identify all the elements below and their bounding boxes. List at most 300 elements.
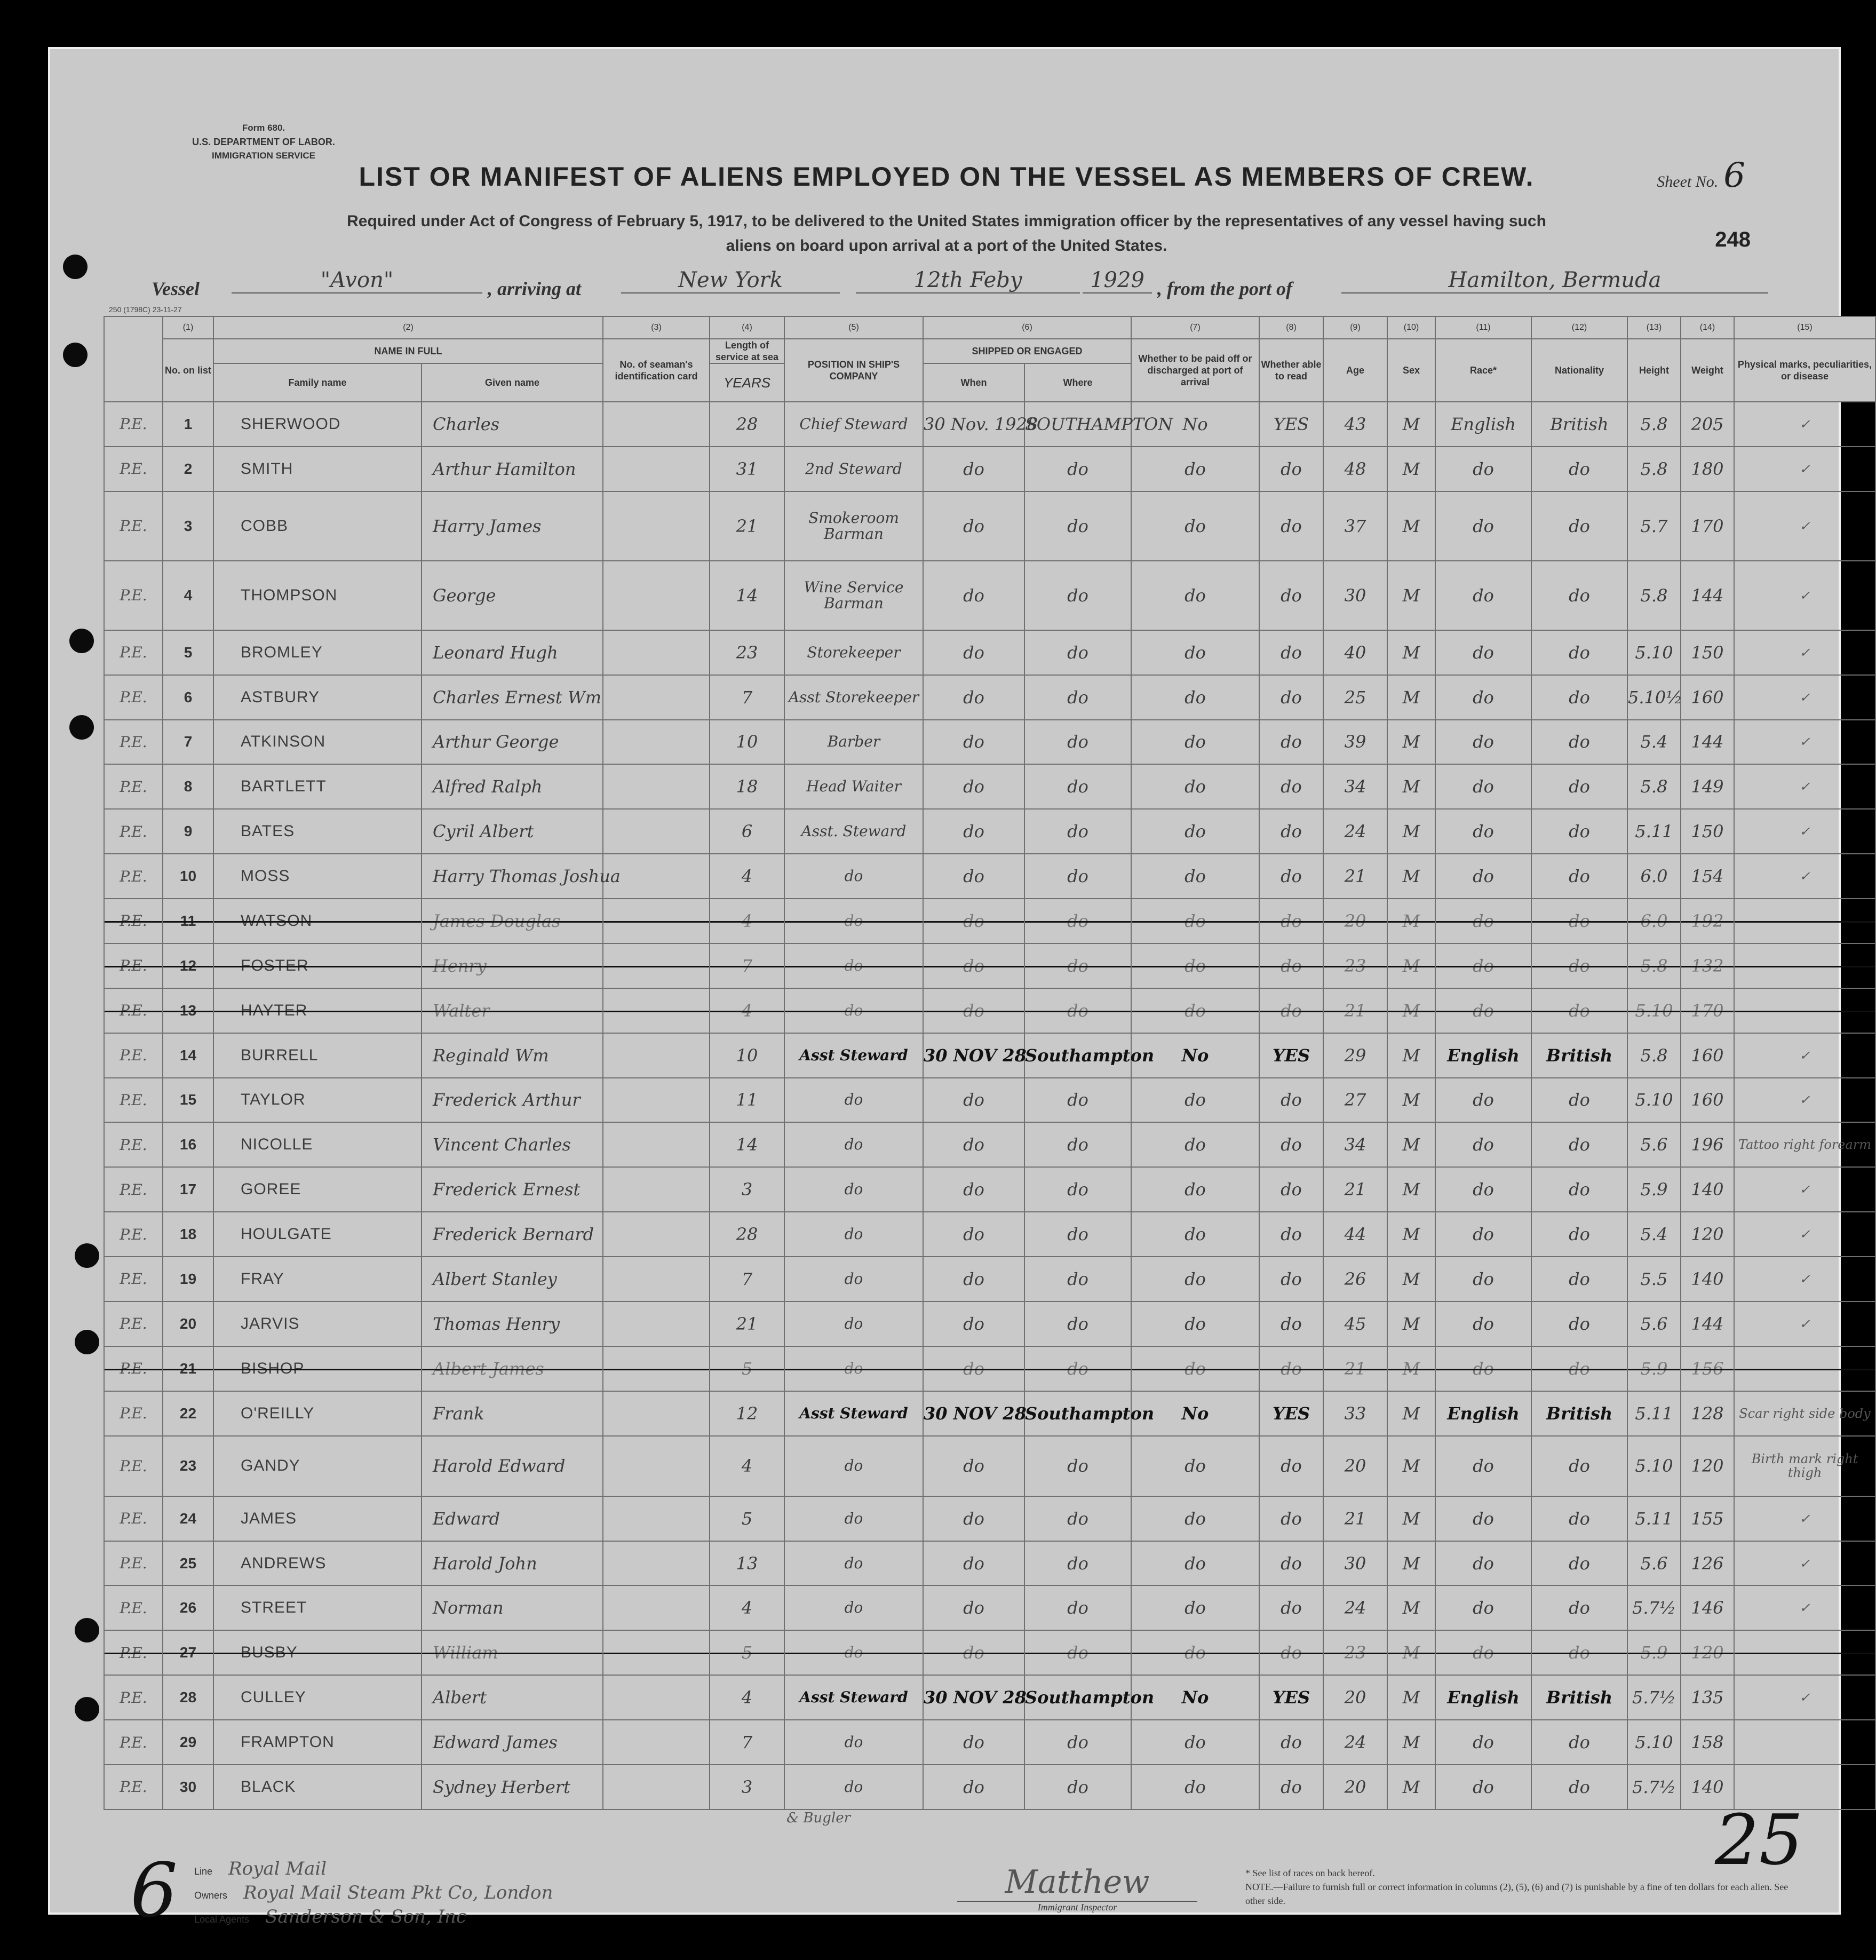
bugler-note: & Bugler [786,1810,851,1826]
family-name: THOMPSON [213,561,422,630]
height: 5.7½ [1627,1585,1681,1630]
shipped-where: do [1024,1167,1131,1212]
id-card [603,1391,710,1436]
weight: 140 [1681,1257,1734,1302]
weight: 120 [1681,1436,1734,1496]
crew-table [104,316,1876,1810]
paid-off: No [1131,1391,1259,1436]
physical-marks: ✓ [1734,1257,1875,1302]
paid-off: No [1131,1675,1259,1720]
table-row [104,447,1875,491]
family-name: BUSBY [213,1630,422,1675]
col-num-11: (11) [1435,316,1531,339]
row-prefix: P.E. [104,1630,163,1675]
nationality: do [1531,899,1627,943]
shipped-where: do [1024,1496,1131,1541]
given-name: Harry James [422,491,603,561]
age: 37 [1323,491,1387,561]
sex: M [1387,1630,1435,1675]
length-of-service: 5 [710,1496,784,1541]
nationality: do [1531,1078,1627,1123]
position: do [784,1720,923,1765]
weight: 150 [1681,809,1734,854]
race: do [1435,1496,1531,1541]
id-card [603,1078,710,1123]
weight: 120 [1681,1212,1734,1257]
punch-hole [75,1697,99,1721]
length-of-service: 4 [710,1675,784,1720]
handwritten-count: 25 [1715,1799,1803,1880]
shipped-where: do [1024,899,1131,943]
paid-off: do [1131,1167,1259,1212]
table-row [104,1720,1875,1765]
family-name: MOSS [213,854,422,899]
id-card [603,1122,710,1167]
given-name: Arthur George [422,720,603,765]
length-of-service: 28 [710,402,784,447]
sex: M [1387,402,1435,447]
table-row [104,561,1875,630]
family-name: COBB [213,491,422,561]
length-of-service: 4 [710,854,784,899]
id-card [603,1302,710,1346]
shipped-when: do [923,1257,1024,1302]
row-prefix: P.E. [104,1391,163,1436]
weight: 170 [1681,988,1734,1033]
age: 44 [1323,1212,1387,1257]
race: do [1435,988,1531,1033]
physical-marks [1734,1630,1875,1675]
row-prefix: P.E. [104,630,163,675]
race: English [1435,1033,1531,1078]
prefix-column [104,316,163,402]
column-headers-row [104,339,1875,363]
col-num-6: (6) [923,316,1131,339]
weight: 196 [1681,1122,1734,1167]
header-no-on-list: No. on list [163,339,213,402]
id-card [603,561,710,630]
shipped-when: do [923,1122,1024,1167]
header-when: When [923,363,1024,402]
height: 5.10 [1627,1078,1681,1123]
nationality: do [1531,1346,1627,1391]
weight: 144 [1681,561,1734,630]
punch-hole [69,715,94,740]
given-name: Edward [422,1496,603,1541]
shipped-when: do [923,1765,1024,1810]
age: 20 [1323,1675,1387,1720]
weight: 160 [1681,1033,1734,1078]
row-prefix: P.E. [104,675,163,720]
row-number: 17 [163,1167,213,1212]
height: 5.6 [1627,1302,1681,1346]
given-name: Henry [422,943,603,988]
row-prefix: P.E. [104,720,163,765]
height: 5.8 [1627,402,1681,447]
sex: M [1387,1167,1435,1212]
paid-off: do [1131,1122,1259,1167]
agents-value: Sanderson & Son, Inc [265,1906,467,1927]
physical-marks: ✓ [1734,675,1875,720]
nationality: do [1531,630,1627,675]
position: Wine Service Barman [784,561,923,630]
family-name: TAYLOR [213,1078,422,1123]
table-row [104,1765,1875,1810]
row-prefix: P.E. [104,1720,163,1765]
line-value: Royal Mail [228,1858,327,1879]
nationality: do [1531,1436,1627,1496]
manifest-sheet [48,47,1872,1934]
id-card [603,1541,710,1586]
age: 25 [1323,675,1387,720]
paid-off: do [1131,1585,1259,1630]
able-to-read: do [1259,447,1323,491]
family-name: NICOLLE [213,1122,422,1167]
length-of-service: 13 [710,1541,784,1586]
table-row [104,1541,1875,1586]
row-prefix: P.E. [104,1167,163,1212]
length-of-service: 5 [710,1630,784,1675]
nationality: do [1531,561,1627,630]
table-row [104,675,1875,720]
height: 5.10 [1627,630,1681,675]
races-note: * See list of races on back hereof. [1245,1868,1375,1878]
punch-hole [75,1330,99,1354]
weight: 128 [1681,1391,1734,1436]
sex: M [1387,1391,1435,1436]
family-name: WATSON [213,899,422,943]
shipped-when: do [923,720,1024,765]
able-to-read: YES [1259,402,1323,447]
table-row [104,988,1875,1033]
physical-marks: ✓ [1734,854,1875,899]
table-row [104,1391,1875,1436]
given-name: Albert Stanley [422,1257,603,1302]
weight: 140 [1681,1167,1734,1212]
id-card [603,1167,710,1212]
sex: M [1387,1033,1435,1078]
age: 39 [1323,720,1387,765]
given-name: Harold Edward [422,1436,603,1496]
height: 5.10 [1627,1436,1681,1496]
nationality: do [1531,1212,1627,1257]
header-nationality: Nationality [1531,339,1627,402]
id-card [603,720,710,765]
subtitle-line-1: Required under Act of Congress of February 5, 1917, to be delivered to the United States immigration officer by the representatives of any vessel having such [347,212,1546,230]
age: 23 [1323,1630,1387,1675]
given-name: Edward James [422,1720,603,1765]
given-name: Leonard Hugh [422,630,603,675]
row-number: 30 [163,1765,213,1810]
row-number: 20 [163,1302,213,1346]
given-name: Albert James [422,1346,603,1391]
age: 21 [1323,1496,1387,1541]
race: do [1435,1167,1531,1212]
paid-off: No [1131,402,1259,447]
physical-marks: ✓ [1734,720,1875,765]
given-name: Thomas Henry [422,1302,603,1346]
header-id-card: No. of seaman's identification card [603,339,710,402]
race: do [1435,1078,1531,1123]
print-code: 250 (1798C) 23-11-27 [109,305,182,314]
height: 5.11 [1627,1496,1681,1541]
row-number: 13 [163,988,213,1033]
age: 40 [1323,630,1387,675]
given-name: Charles [422,402,603,447]
position: do [784,1496,923,1541]
row-prefix: P.E. [104,561,163,630]
row-prefix: P.E. [104,1212,163,1257]
header-position: POSITION IN SHIP'S COMPANY [784,339,923,402]
sex: M [1387,1078,1435,1123]
sex: M [1387,1122,1435,1167]
nationality: do [1531,943,1627,988]
position: Storekeeper [784,630,923,675]
row-prefix: P.E. [104,402,163,447]
shipped-when: 30 NOV 28 [923,1391,1024,1436]
row-number: 18 [163,1212,213,1257]
row-number: 8 [163,764,213,809]
physical-marks: ✓ [1734,1167,1875,1212]
weight: 160 [1681,675,1734,720]
height: 5.11 [1627,1391,1681,1436]
position: do [784,1167,923,1212]
shipped-when: do [923,809,1024,854]
sex: M [1387,561,1435,630]
race: do [1435,630,1531,675]
family-name: BATES [213,809,422,854]
footer-agents [194,1906,553,1930]
age: 21 [1323,854,1387,899]
agents-label: Local Agents [194,1914,250,1925]
length-of-service: 10 [710,1033,784,1078]
id-card [603,1346,710,1391]
table-row [104,1675,1875,1720]
race: English [1435,402,1531,447]
age: 33 [1323,1391,1387,1436]
id-card [603,1436,710,1496]
sex: M [1387,1212,1435,1257]
age: 30 [1323,561,1387,630]
physical-marks [1734,943,1875,988]
weight: 160 [1681,1078,1734,1123]
able-to-read: YES [1259,1391,1323,1436]
shipped-where: do [1024,630,1131,675]
table-row [104,899,1875,943]
height: 5.9 [1627,1630,1681,1675]
height: 5.10 [1627,988,1681,1033]
id-card [603,1675,710,1720]
sex: M [1387,943,1435,988]
table-row [104,630,1875,675]
footer-owners [194,1882,553,1906]
sex: M [1387,491,1435,561]
column-numbers-row [104,316,1875,339]
row-prefix: P.E. [104,809,163,854]
sex: M [1387,1675,1435,1720]
race: do [1435,943,1531,988]
nationality: do [1531,1167,1627,1212]
row-number: 2 [163,447,213,491]
family-name: CULLEY [213,1675,422,1720]
table-row [104,1436,1875,1496]
able-to-read: do [1259,720,1323,765]
shipped-when: do [923,1078,1024,1123]
position: Barber [784,720,923,765]
row-number: 23 [163,1436,213,1496]
row-number: 15 [163,1078,213,1123]
col-num-4: (4) [710,316,784,339]
family-name: HOULGATE [213,1212,422,1257]
table-row [104,402,1875,447]
paid-off: do [1131,675,1259,720]
shipped-when: 30 NOV 28 [923,1675,1024,1720]
row-number: 3 [163,491,213,561]
manifest-code: 248 [1715,228,1751,251]
length-of-service: 31 [710,447,784,491]
able-to-read: do [1259,675,1323,720]
nationality: British [1531,1033,1627,1078]
row-prefix: P.E. [104,1765,163,1810]
position: Chief Steward [784,402,923,447]
position: do [784,943,923,988]
race: do [1435,764,1531,809]
position: do [784,988,923,1033]
age: 29 [1323,1033,1387,1078]
height: 5.7 [1627,491,1681,561]
able-to-read: do [1259,809,1323,854]
race: English [1435,1675,1531,1720]
shipped-where: do [1024,1257,1131,1302]
table-row [104,1496,1875,1541]
family-name: FRAY [213,1257,422,1302]
header-height: Height [1627,339,1681,402]
row-prefix: P.E. [104,764,163,809]
header-years: YEARS [710,363,784,402]
given-name: Frederick Bernard [422,1212,603,1257]
table-row [104,1033,1875,1078]
inspector-label: Immigrant Inspector [1037,1902,1117,1913]
able-to-read: do [1259,988,1323,1033]
height: 5.10½ [1627,675,1681,720]
paid-off: do [1131,1630,1259,1675]
shipped-where: do [1024,1436,1131,1496]
given-name: Charles Ernest Wm [422,675,603,720]
physical-marks [1734,899,1875,943]
nationality: do [1531,491,1627,561]
paid-off: do [1131,447,1259,491]
nationality: do [1531,1496,1627,1541]
position: Asst Steward [784,1033,923,1078]
table-row [104,1346,1875,1391]
footer-notes [1245,1866,1795,1908]
given-name: Harry Thomas Joshua [422,854,603,899]
race: do [1435,1720,1531,1765]
physical-marks: ✓ [1734,491,1875,561]
id-card [603,447,710,491]
punch-hole [69,629,94,653]
sex: M [1387,899,1435,943]
family-name: BROMLEY [213,630,422,675]
age: 20 [1323,1765,1387,1810]
id-card [603,675,710,720]
paid-off: do [1131,1765,1259,1810]
footer-line [194,1858,553,1882]
physical-marks: ✓ [1734,561,1875,630]
punch-hole [63,255,88,279]
race: do [1435,1302,1531,1346]
shipped-where: do [1024,1212,1131,1257]
row-prefix: P.E. [104,854,163,899]
able-to-read: do [1259,1630,1323,1675]
physical-marks: ✓ [1734,1302,1875,1346]
position: Asst Steward [784,1675,923,1720]
shipped-where: do [1024,854,1131,899]
row-number: 25 [163,1541,213,1586]
row-prefix: P.E. [104,943,163,988]
physical-marks: ✓ [1734,1033,1875,1078]
paid-off: do [1131,854,1259,899]
height: 6.0 [1627,854,1681,899]
arriving-label: , arriving at [488,278,582,299]
height: 5.9 [1627,1167,1681,1212]
row-number: 21 [163,1346,213,1391]
race: do [1435,1630,1531,1675]
col-num-14: (14) [1681,316,1734,339]
id-card [603,1033,710,1078]
family-name: GOREE [213,1167,422,1212]
sex: M [1387,1765,1435,1810]
shipped-where: do [1024,943,1131,988]
length-of-service: 3 [710,1765,784,1810]
able-to-read: do [1259,1720,1323,1765]
length-of-service: 4 [710,899,784,943]
paid-off: do [1131,988,1259,1033]
shipped-where: do [1024,1720,1131,1765]
table-row [104,1212,1875,1257]
header-family-name: Family name [213,363,422,402]
row-number: 9 [163,809,213,854]
row-number: 29 [163,1720,213,1765]
given-name: Frederick Ernest [422,1167,603,1212]
physical-marks: ✓ [1734,1078,1875,1123]
weight: 144 [1681,1302,1734,1346]
header-age: Age [1323,339,1387,402]
physical-marks: Tattoo right forearm [1734,1122,1875,1167]
sex: M [1387,1585,1435,1630]
shipped-when: 30 NOV 28 [923,1033,1024,1078]
height: 5.7½ [1627,1765,1681,1810]
row-prefix: P.E. [104,1585,163,1630]
age: 34 [1323,1122,1387,1167]
able-to-read: do [1259,491,1323,561]
position: Asst Steward [784,1391,923,1436]
weight: 144 [1681,720,1734,765]
header-race: Race* [1435,339,1531,402]
shipped-where: do [1024,491,1131,561]
weight: 120 [1681,1630,1734,1675]
length-of-service: 4 [710,1436,784,1496]
race: English [1435,1391,1531,1436]
sex: M [1387,1436,1435,1496]
paid-off: do [1131,1078,1259,1123]
shipped-where: do [1024,720,1131,765]
row-number: 27 [163,1630,213,1675]
length-of-service: 10 [710,720,784,765]
weight: 126 [1681,1541,1734,1586]
shipped-where: do [1024,1302,1131,1346]
nationality: do [1531,1630,1627,1675]
